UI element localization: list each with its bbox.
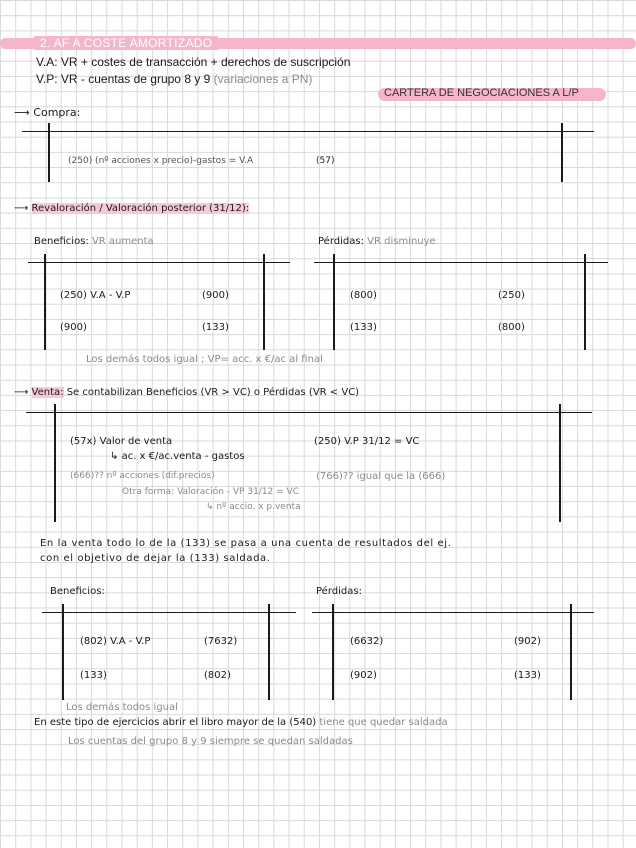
rev-per-t-top: [314, 262, 608, 263]
venta-heading: [14, 387, 359, 398]
venta-t-left: [54, 404, 56, 522]
final-footer: Los demás todos igual: [66, 702, 178, 713]
fin-per-t-top: [312, 612, 594, 613]
perdidas-note: VR disminuye: [367, 236, 436, 247]
arrow-down-right-icon: ↳: [110, 451, 119, 462]
venta-t-right: [559, 404, 561, 522]
fin-per-t-right: [570, 604, 572, 700]
venta-title-rest: Se contabilizan Beneficios (VR > VC) o Pérdidas (VR < VC): [66, 387, 360, 398]
compra-heading: [14, 106, 80, 119]
note1-line1: En la venta todo lo de la (133) se pasa a una cuenta de resultados del ej.: [40, 538, 452, 549]
rev-per-row1-left: (800): [350, 290, 377, 301]
final-perdidas-label: Pérdidas:: [316, 586, 362, 597]
venta-row2-left: (666)?? nº acciones (dif.precios): [70, 471, 215, 481]
fin-ben-row2-left: (133): [80, 670, 107, 681]
venta-otra-sub: [206, 502, 301, 512]
fin-per-row1-left: (6632): [350, 636, 384, 647]
note2-line2: Los cuentas del grupo 8 y 9 siempre se quedan saldadas: [68, 736, 353, 747]
fin-ben-row2-right: (802): [204, 670, 231, 681]
fin-ben-t-right: [268, 604, 270, 700]
compra-t-left: [48, 123, 50, 182]
rev-ben-t-right: [263, 254, 265, 350]
vp-definition: [36, 72, 312, 86]
arrow-right-icon: ⟶: [14, 387, 29, 398]
rev-per-row2-left: (133): [350, 322, 377, 333]
va-definition: V.A: VR + costes de transacción + derechos de suscripción: [36, 55, 351, 69]
perdidas-label: Pérdidas:: [318, 236, 364, 247]
rev-per-t-right: [584, 254, 586, 350]
rev-ben-row2-left: (900): [60, 322, 87, 333]
note1-line2: con el objetivo de dejar la (133) saldada.: [40, 553, 271, 564]
beneficios-note: VR aumenta: [91, 236, 154, 247]
final-beneficios-label: Beneficios:: [50, 586, 105, 597]
vp-definition-text: V.P: VR - cuentas de grupo 8 y 9: [36, 72, 211, 86]
vp-note: (variaciones a PN): [213, 72, 313, 86]
venta-row1-left: (57x) Valor de venta: [70, 436, 173, 447]
venta-row2-right: (766)?? igual que la (666): [316, 471, 446, 482]
venta-row1-sub: [110, 451, 245, 462]
portfolio-badge: CARTERA DE NEGOCIACIONES A L/P: [384, 87, 579, 99]
compra-t-right: [561, 123, 563, 182]
fin-ben-t-top: [42, 612, 296, 613]
fin-per-t-left: [332, 604, 334, 700]
rev-ben-row2-right: (133): [202, 322, 229, 333]
rev-ben-row1-right: (900): [202, 290, 229, 301]
rev-per-t-left: [333, 254, 335, 350]
arrow-right-icon: ⟶: [14, 106, 30, 119]
venta-row1-right: (250) V.P 31/12 = VC: [314, 436, 420, 447]
compra-right-entry: (57): [316, 156, 335, 166]
fin-per-row2-left: (902): [350, 670, 377, 681]
note2-line1-muted: tiene que quedar saldada: [319, 717, 448, 728]
fin-per-row2-right: (133): [514, 670, 541, 681]
note2-line1: [34, 717, 448, 728]
fin-ben-row1-left: (802) V.A - V.P: [80, 636, 151, 647]
venta-otra-forma: Otra forma: Valoración - VP 31/12 = VC: [122, 487, 299, 497]
fin-per-row1-right: (902): [514, 636, 541, 647]
revaluacion-perdidas: [318, 236, 436, 247]
compra-title: Compra:: [33, 106, 81, 119]
rev-ben-row1-left: (250) V.A - V.P: [60, 290, 131, 301]
revaluacion-beneficios: [34, 236, 154, 247]
fin-ben-row1-right: (7632): [204, 636, 238, 647]
revaluacion-title: Revaloración / Valoración posterior (31/12):: [31, 203, 250, 214]
section-title: 2. AF A COSTE AMORTIZADO: [34, 36, 218, 50]
venta-row1-sub-text: ac. x €/ac.venta - gastos: [121, 451, 245, 462]
arrow-down-right-icon: ↳: [206, 502, 214, 512]
compra-left-entry: (250) (nº acciones x precio)-gastos = V.A: [68, 156, 254, 166]
compra-t-top: [22, 131, 594, 132]
note2-line1-text: En este tipo de ejercicios abrir el libro mayor de la (540): [34, 717, 317, 728]
arrow-right-icon: ⟶: [14, 203, 29, 214]
venta-title: Venta:: [31, 387, 64, 398]
venta-otra-sub-text: nº accio. x p.venta: [216, 502, 301, 512]
revaluacion-footer: Los demás todos igual ; VP= acc. x €/ac al final: [86, 354, 323, 365]
beneficios-label: Beneficios:: [34, 236, 89, 247]
rev-per-row1-right: (250): [498, 290, 525, 301]
venta-t-top: [26, 412, 592, 413]
rev-ben-t-top: [28, 262, 290, 263]
rev-ben-t-left: [44, 254, 46, 350]
rev-per-row2-right: (800): [498, 322, 525, 333]
fin-ben-t-left: [62, 604, 64, 700]
revaluacion-heading: [14, 203, 249, 214]
